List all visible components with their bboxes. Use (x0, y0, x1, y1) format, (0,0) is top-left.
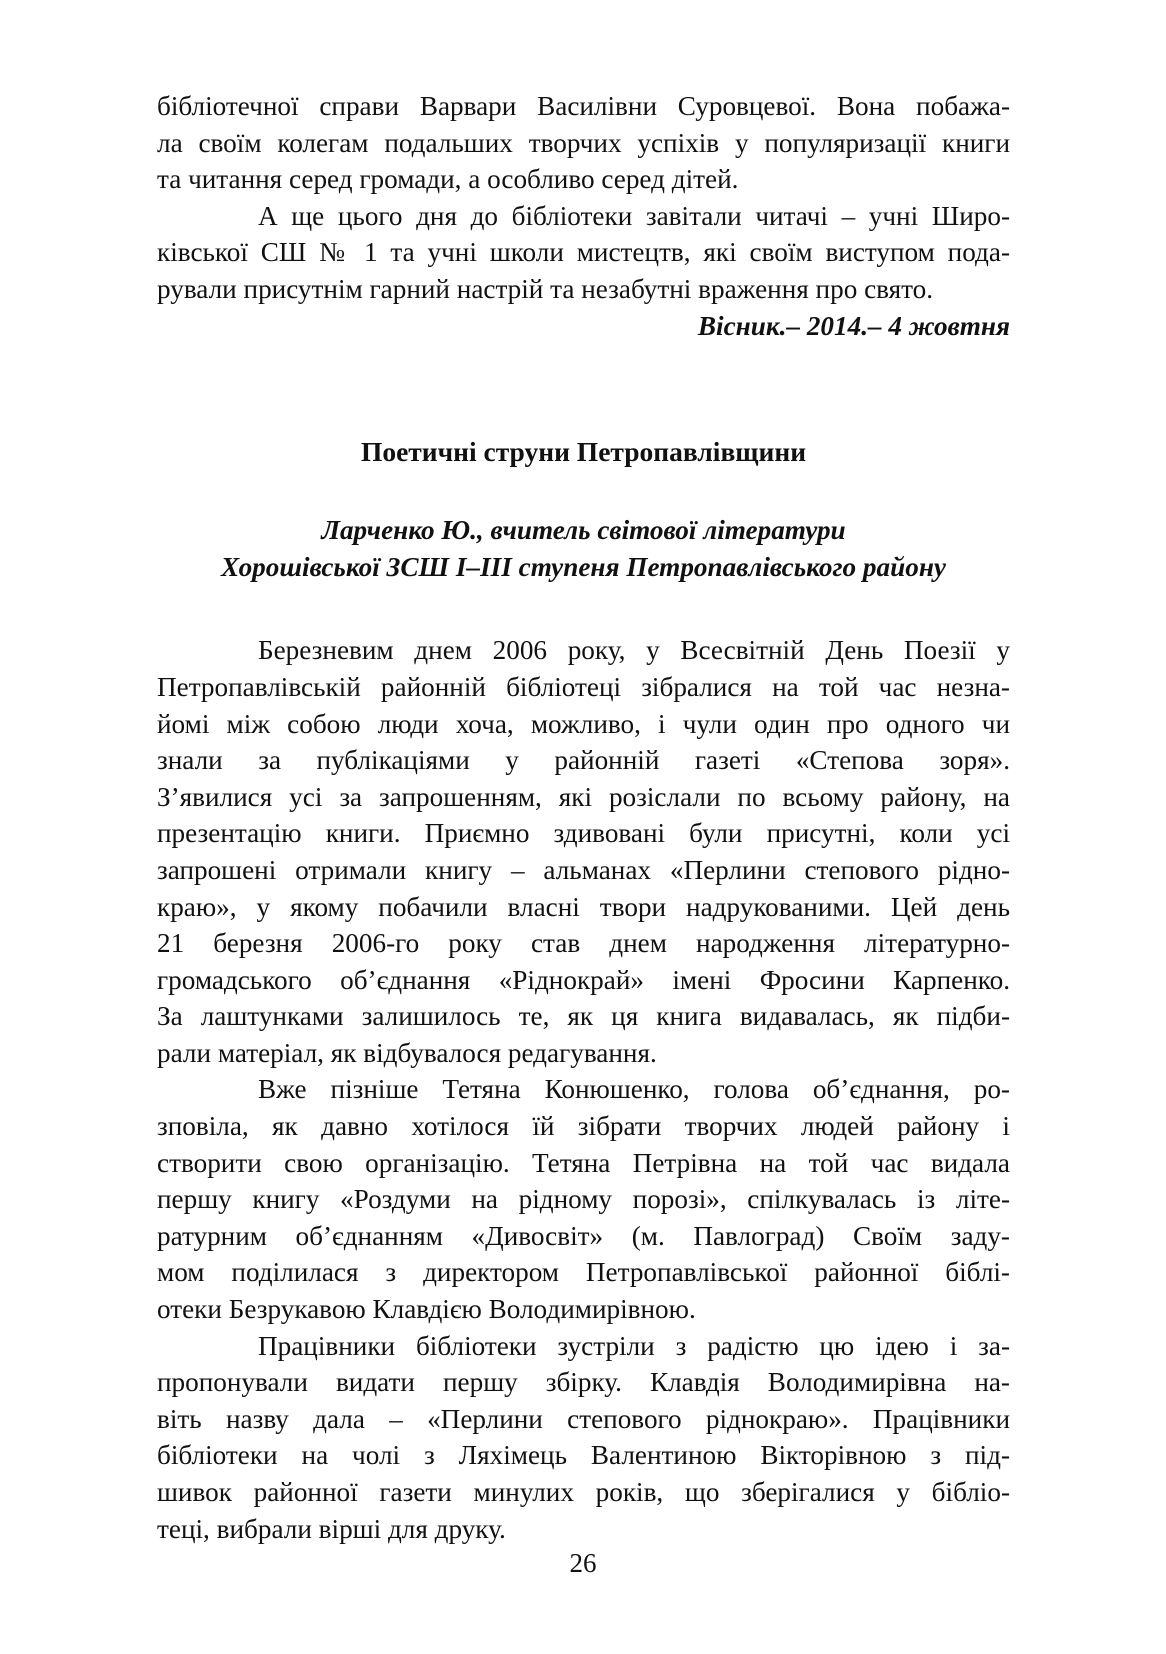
text-line: 21 березня 2006-го року став днем народження літературно- (157, 928, 1010, 959)
text-line: знали за публікаціями у районній газеті «Степова зоря». (157, 745, 1010, 776)
text-line: За лаштунками залишилось те, як ця книга видавалась, як підби- (157, 1001, 1010, 1032)
text-line: шивок районної газети минулих років, що зберігалися у бібліо- (157, 1477, 1010, 1507)
text-line: отеки Безрукавою Клавдією Володимирівною. (157, 1294, 696, 1325)
text-line: зповіла, як давно хотілося їй зібрати творчих людей району і (157, 1111, 1010, 1142)
top-paragraph-1 (157, 88, 1010, 198)
text-line: Працівники бібліотеки зустріли з радістю цю ідею і за- (258, 1330, 1010, 1361)
text-line: рали матеріал, як відбувалося редагування. (157, 1037, 657, 1068)
text-line: запрошені отримали книгу – альманах «Перлини степового рідно- (157, 854, 1010, 885)
text-line: Березневим днем 2006 року, у Всесвітній День Поезії у (258, 635, 1010, 666)
top-paragraph-2 (157, 198, 1010, 308)
text-line: краю», у якому побачили власні твори надрукованими. Цей день (157, 891, 1010, 922)
byline-school: Хорошівської ЗСШ І–ІІІ ступеня Петропавлівського району (221, 551, 946, 582)
text-line: йомі між собою люди хоча, можливо, і чули один про одного чи (157, 708, 1010, 739)
text-line: ла своїм колегам подальших творчих успіхів у популяризації книги (157, 127, 1010, 158)
text-line: теці, вибрали вірші для друку. (157, 1513, 506, 1544)
text-line: мом поділилася з директором Петропавлівської районної біблі- (157, 1257, 1010, 1288)
text-line: бібліотечної справи Варвари Василівни Суровцевої. Вона побажа- (157, 91, 1010, 121)
text-line: Вже пізніше Тетяна Конюшенко, голова об’єднання, ро- (258, 1074, 1010, 1105)
text-line: ратурним об’єднанням «Дивосвіт» (м. Павлоград) Своїм заду- (157, 1220, 1010, 1251)
text-line: першу книгу «Роздуми на рідному порозі», спілкувалась із літе- (157, 1184, 1010, 1215)
article-paragraph-3 (157, 1328, 1010, 1548)
text-line: громадського об’єднання «Ріднокрай» імені Фросини Карпенко. (157, 964, 1010, 995)
text-line: бібліотеки на чолі з Ляхімець Валентиною Вікторівною з під- (157, 1440, 1010, 1471)
text-line: та читання серед громади, а особливо серед дітей. (157, 164, 739, 195)
page-content (157, 88, 1010, 1547)
text-line: створити свою організацію. Тетяна Петрівна на той час видала (157, 1147, 1010, 1178)
text-line: пропонували видати першу збірку. Клавдія Володимирівна на- (157, 1367, 1010, 1398)
article-title: Поетичні струни Петропавлівщини (360, 436, 807, 468)
text-line: презентацію книги. Приємно здивовані були присутні, коли усі (157, 818, 1010, 849)
text-line: З’явилися усі за запрошенням, які розіслали по всьому району, на (157, 781, 1010, 812)
page-number: 26 (569, 1548, 597, 1578)
article-paragraph-1 (157, 632, 1010, 1071)
article-paragraph-2 (157, 1071, 1010, 1327)
text-line: ківської СШ № 1 та учні школи мистецтв, які своїм виступом пода- (157, 237, 1010, 268)
text-line: віть назву дала – «Перлини степового ріднокраю». Працівники (157, 1403, 1010, 1434)
text-line: рували присутнім гарний настрій та незабутні враження про свято. (157, 273, 934, 304)
text-line: А ще цього дня до бібліотеки завітали читачі – учні Широ- (258, 200, 1010, 231)
source-signature: Вісник.– 2014.– 4 жовтня (697, 310, 1010, 341)
spacer (157, 585, 1010, 632)
byline-author: Ларченко Ю., вчитель світової літератури (321, 515, 846, 546)
text-line: Петропавлівській районній бібліотеці зібралися на той час незна- (157, 671, 1010, 702)
